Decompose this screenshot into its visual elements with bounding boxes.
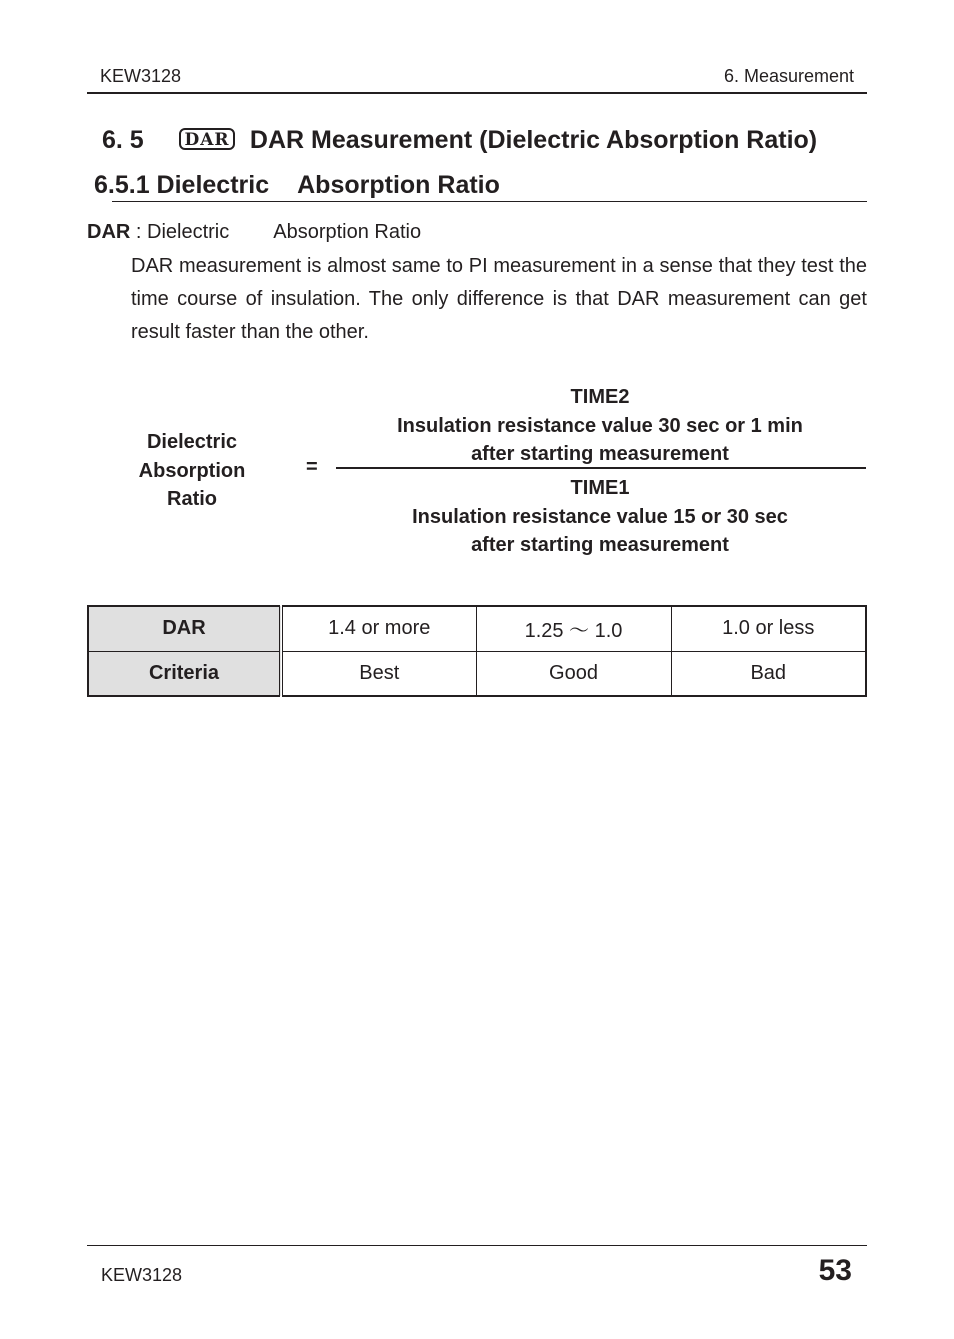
dar-criteria-table bbox=[87, 605, 867, 697]
table-cell: Bad bbox=[671, 651, 866, 696]
subsection-title-part2: Absorption Ratio bbox=[297, 171, 500, 199]
table-row-criteria bbox=[88, 651, 866, 696]
denominator-line3: after starting measurement bbox=[471, 534, 729, 556]
row-header-dar: DAR bbox=[88, 606, 281, 651]
section-heading: DAR Measurement (Dielectric Absorption Ratio) bbox=[249, 126, 818, 154]
dar-badge-label: DAR bbox=[184, 130, 230, 150]
numerator-line3: after starting measurement bbox=[471, 443, 729, 465]
section-number: 6. 5 bbox=[102, 126, 144, 154]
formula-numerator bbox=[335, 383, 865, 469]
definition-line bbox=[87, 221, 421, 244]
formula-equals: = bbox=[306, 456, 318, 478]
denominator-line2: Insulation resistance value 15 or 30 sec bbox=[412, 505, 788, 528]
subsection-title-part1: 6.5.1 Dielectric bbox=[94, 171, 270, 199]
numerator-line1: TIME2 bbox=[570, 386, 630, 408]
table-cell: Best bbox=[281, 651, 476, 696]
row-header-criteria: Criteria bbox=[88, 651, 281, 696]
page-number: 53 bbox=[818, 1254, 852, 1287]
table-cell: 1.4 or more bbox=[281, 606, 476, 651]
table-cell: Good bbox=[476, 651, 671, 696]
subsection-title bbox=[94, 171, 500, 200]
formula-left-side bbox=[112, 428, 272, 514]
definition-paragraph: DAR measurement is almost same to PI measurement in a sense that they test the time course of insulation. The only difference is that DAR measurement can get result faster than the other. bbox=[131, 255, 867, 343]
formula-left-line2: Absorption bbox=[138, 459, 246, 482]
table-cell: 1.25 〜 1.0 bbox=[476, 606, 671, 651]
header-model: KEW3128 bbox=[100, 66, 182, 86]
header-chapter: 6. Measurement bbox=[723, 66, 854, 86]
table-row-dar bbox=[88, 606, 866, 651]
footer-rule bbox=[87, 1245, 867, 1246]
definition-meaning: Absorption Ratio bbox=[273, 221, 422, 243]
definition-term: DAR bbox=[87, 221, 131, 243]
footer-model: KEW3128 bbox=[101, 1265, 183, 1285]
formula-left-line3: Ratio bbox=[167, 488, 217, 510]
table-cell: 1.0 or less bbox=[671, 606, 866, 651]
fraction-bar bbox=[336, 467, 866, 469]
denominator-line1: TIME1 bbox=[570, 477, 630, 499]
header-rule bbox=[87, 92, 867, 94]
definition-separator: : Dielectric bbox=[130, 221, 230, 243]
numerator-line2: Insulation resistance value 30 sec or 1 min bbox=[397, 414, 803, 437]
formula-denominator bbox=[335, 474, 865, 560]
formula-left-line1: Dielectric bbox=[146, 431, 238, 453]
subsection-rule bbox=[112, 201, 867, 202]
section-title bbox=[102, 126, 817, 155]
dar-badge-icon bbox=[179, 128, 235, 150]
